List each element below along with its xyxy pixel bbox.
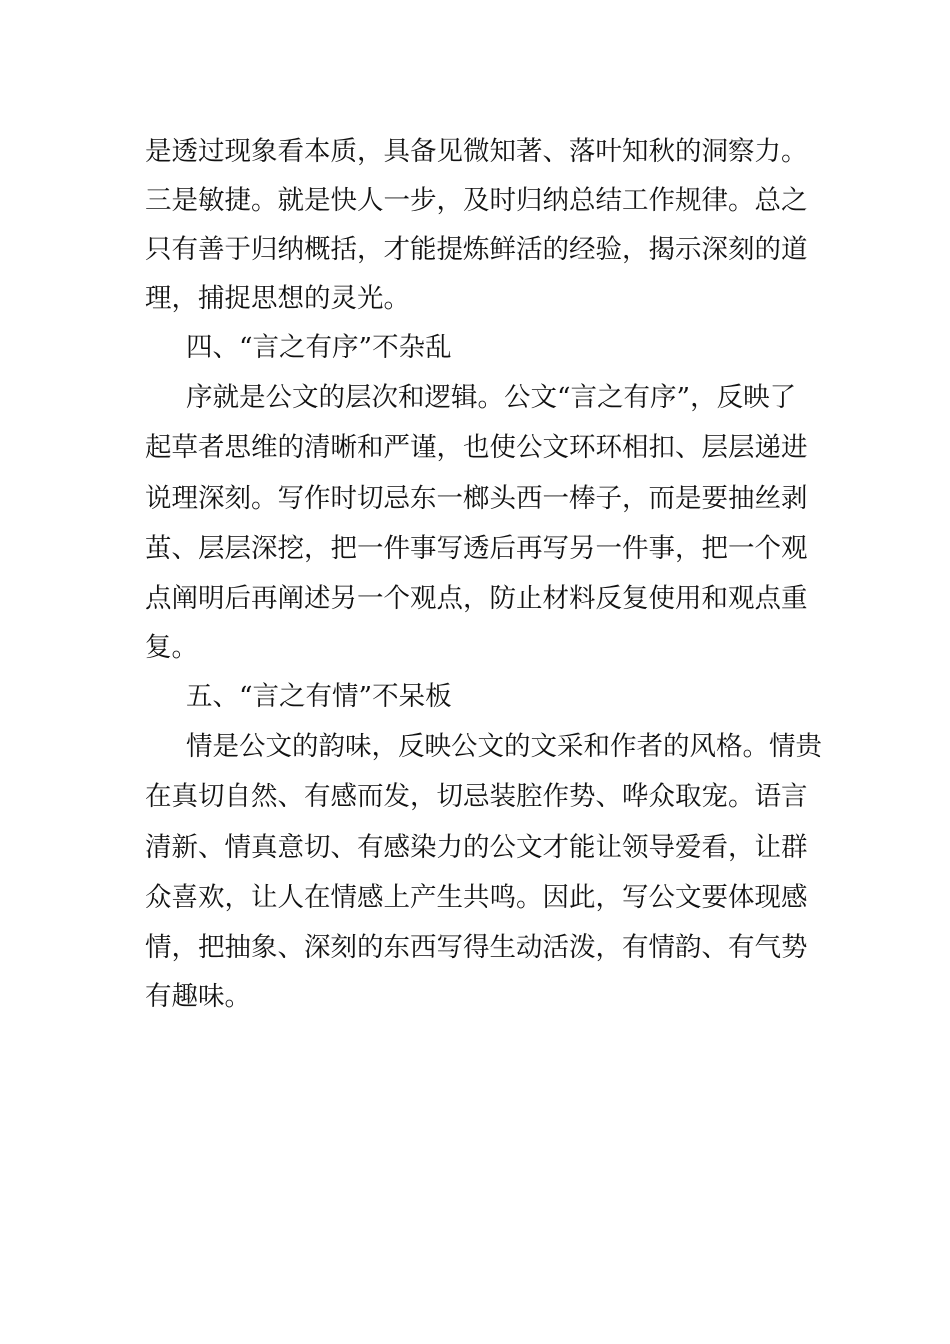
body-line: 清新、情真意切、有感染力的公文才能让领导爱看，让群 [145,832,808,863]
body-line: 说理深刻。写作时切忌东一榔头西一棒子，而是要抽丝剥 [145,483,808,514]
body-line: 是透过现象看本质，具备见微知著、落叶知秋的洞察力。 [145,136,808,167]
body-line: 有趣味。 [145,981,251,1012]
body-line: 理，捕捉思想的灵光。 [145,283,410,314]
body-line: 点阐明后再阐述另一个观点，防止材料反复使用和观点重 [145,583,808,614]
body-line: 茧、层层深挖，把一件事写透后再写另一件事，把一个观 [145,533,808,564]
body-line: 复。 [145,632,198,663]
body-line: 众喜欢，让人在情感上产生共鸣。因此，写公文要体现感 [145,882,808,913]
body-line: 序就是公文的层次和逻辑。公文“言之有序”，反映了 [186,382,797,413]
section-heading-5: 五、“言之有情”不呆板 [186,681,452,712]
body-line: 只有善于归纳概括，才能提炼鲜活的经验，揭示深刻的道 [145,234,808,265]
body-line: 三是敏捷。就是快人一步，及时归纳总结工作规律。总之 [145,185,808,216]
section-heading-4: 四、“言之有序”不杂乱 [186,332,452,363]
body-line: 起草者思维的清晰和严谨，也使公文环环相扣、层层递进 [145,432,808,463]
body-line: 在真切自然、有感而发，切忌装腔作势、哗众取宠。语言 [145,781,808,812]
body-line: 情是公文的韵味，反映公文的文采和作者的风格。情贵 [186,731,822,762]
body-line: 情，把抽象、深刻的东西写得生动活泼，有情韵、有气势 [145,932,808,963]
